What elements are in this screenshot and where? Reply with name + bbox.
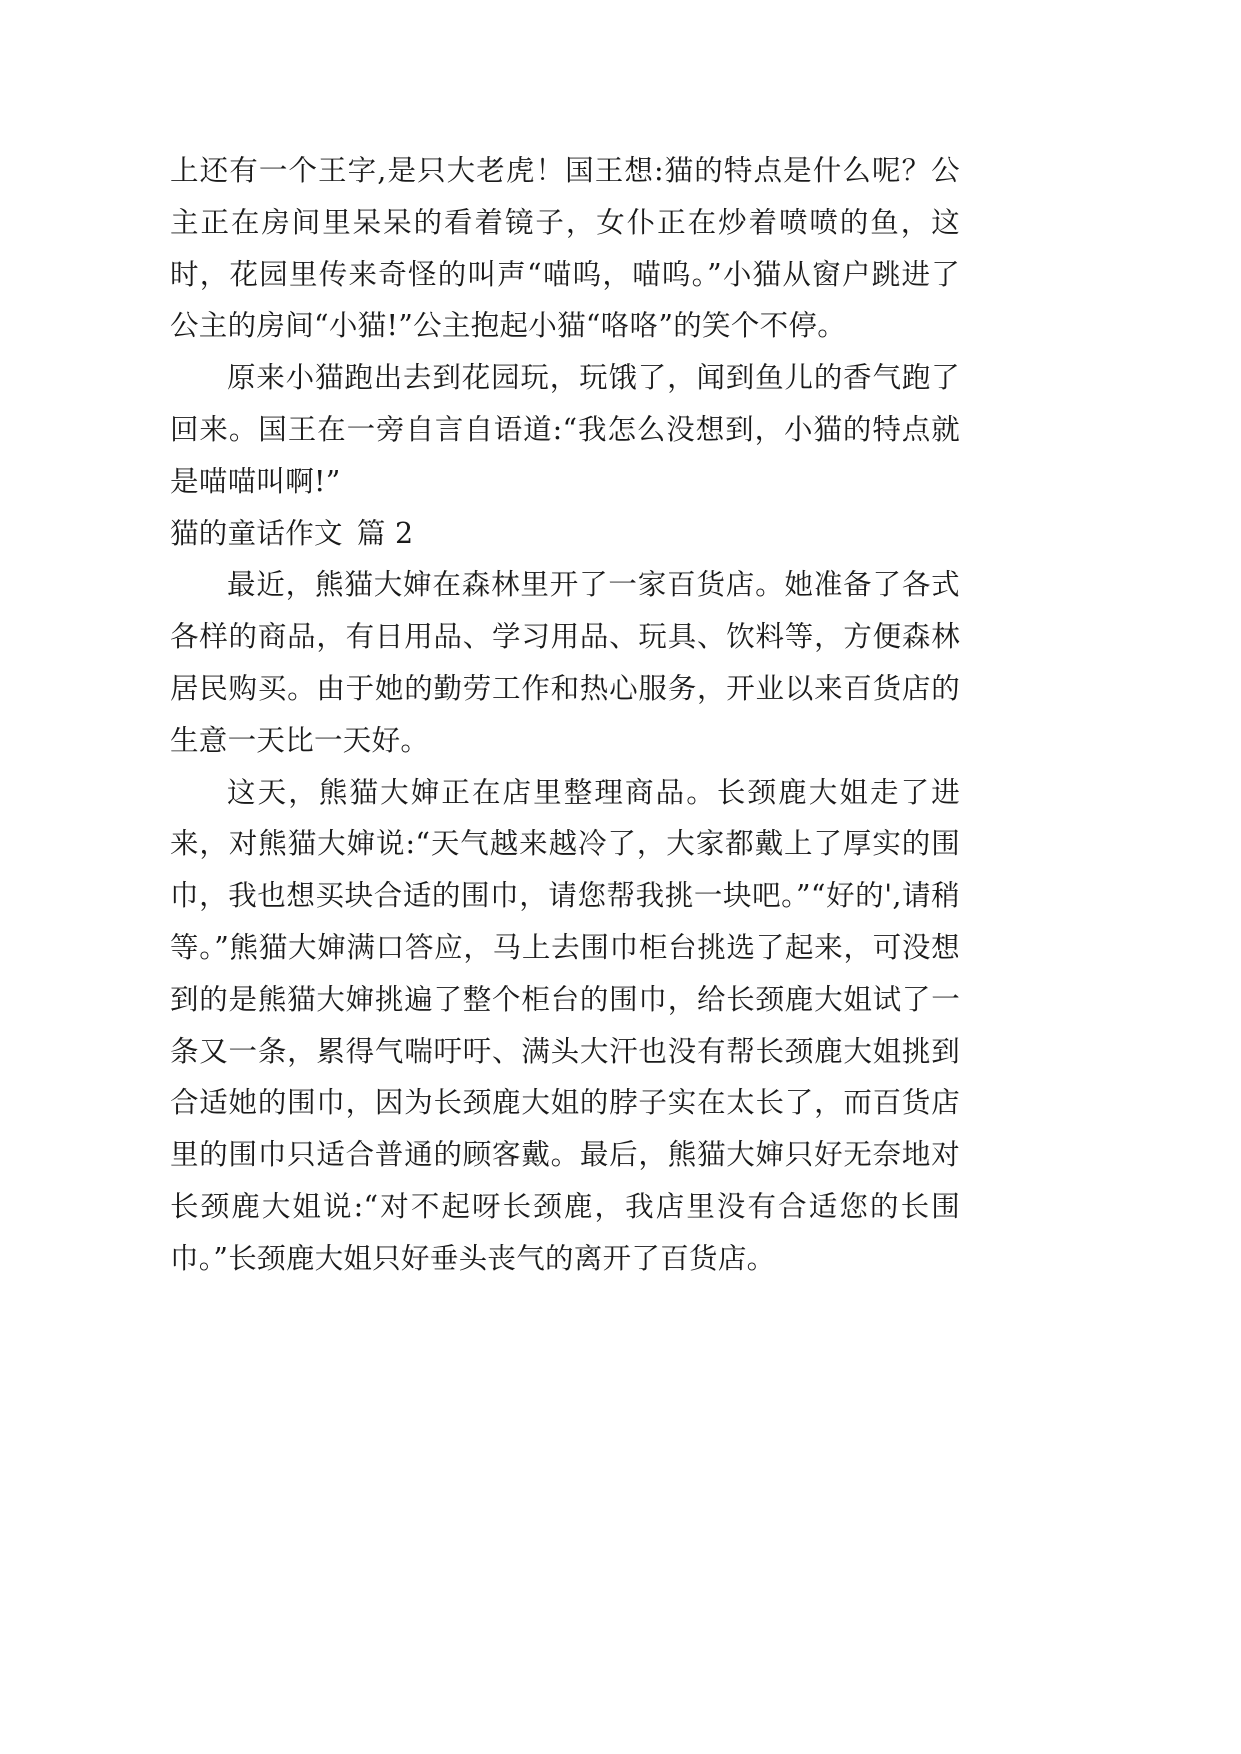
paragraph: 原来小猫跑出去到花园玩，玩饿了，闻到鱼儿的香气跑了回来。国王在一旁自言自语道:“我怎么没想到，小猫的特点就是喵喵叫啊!”: [170, 361, 960, 498]
paragraph: 这天，熊猫大婶正在店里整理商品。长颈鹿大姐走了进来，对熊猫大婶说:“天气越来越冷了，大家都戴上了厚实的围巾，我也想买块合适的围巾，请您帮我挑一块吧。”“好的',请稍等。”熊猫大婶满口答应，马上去围巾柜台挑选了起来，可没想到的是熊猫大婶挑遍了整个柜台的围巾，给长颈鹿大姐试了一条又一条，累得气喘吁吁、满头大汗也没有帮长颈鹿大姐挑到合适她的围巾，因为长颈鹿大姐的脖子实在太长了，而百货店里的围巾只适合普通的顾客戴。最后，熊猫大婶只好无奈地对长颈鹿大姐说:“对不起呀长颈鹿，我店里没有合适您的长围巾。”长颈鹿大姐只好垂头丧气的离开了百货店。: [170, 775, 960, 1275]
paragraph-continuation: 上还有一个王字,是只大老虎！国王想:猫的特点是什么呢？公主正在房间里呆呆的看着镜子，女仆正在炒着喷喷的鱼，这时，花园里传来奇怪的叫声“喵呜，喵呜。”小猫从窗户跳进了公主的房间“小猫!”公主抱起小猫“咯咯”的笑个不停。: [170, 154, 960, 343]
document-body: [170, 145, 960, 1285]
section-heading-title: 猫的童话作文: [170, 516, 343, 550]
paragraph: 最近，熊猫大婶在森林里开了一家百货店。她准备了各式各样的商品，有日用品、学习用品、玩具、饮料等，方便森林居民购买。由于她的勤劳工作和热心服务，开业以来百货店的生意一天比一天好。: [170, 568, 960, 757]
section-heading: [170, 508, 960, 560]
section-heading-number: 篇 2: [356, 516, 414, 550]
